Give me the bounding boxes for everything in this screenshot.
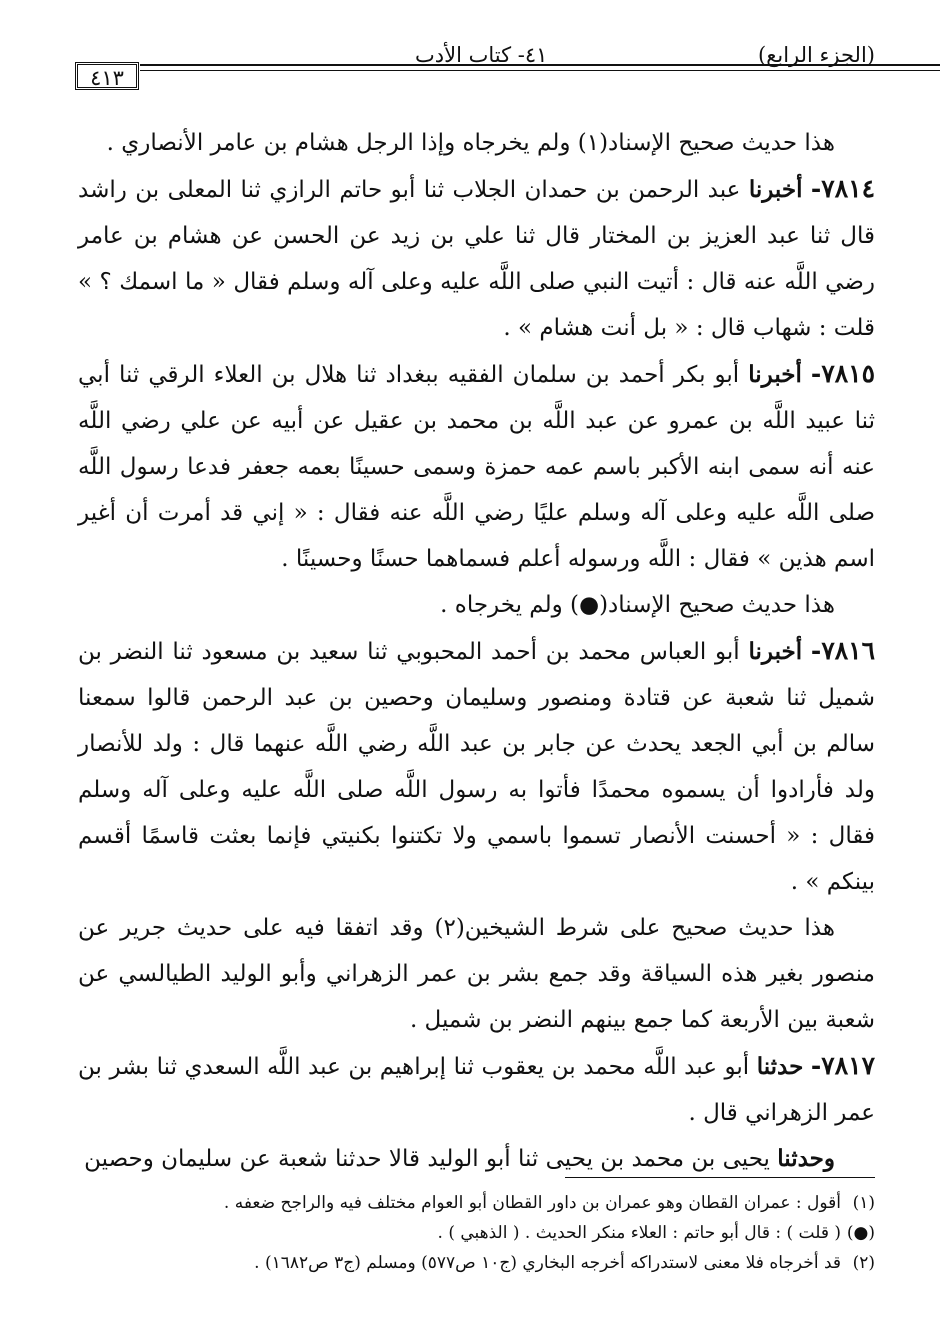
paragraph <box>78 905 875 1043</box>
hadith-lead: أخبرنا <box>748 176 803 203</box>
footnote <box>78 1248 875 1278</box>
footnote-separator <box>565 1177 875 1178</box>
hadith-entry-7816 <box>78 628 875 905</box>
paragraph <box>78 1136 875 1182</box>
hadith-lead: حدثنا <box>756 1053 804 1080</box>
hadith-entry-7815 <box>78 351 875 582</box>
running-header <box>75 40 875 74</box>
footnote-text: قد أخرجاه فلا معنى لاستدراكه أخرجه البخاري (ج١٠ ص٥٧٧) ومسلم (ج٣ ص١٦٨٢) . <box>254 1253 841 1273</box>
header-rule-thin <box>140 70 940 71</box>
header-rule <box>140 64 940 66</box>
footnote-text: أقول : عمران القطان وهو عمران بن داور القطان أبو العوام مختلف فيه والراجح ضعفه . <box>223 1193 841 1213</box>
footnote-mark: (٢) <box>852 1253 875 1273</box>
paragraph-text: هذا حديث صحيح على شرط الشيخين(٢) وقد اتفقا فيه على حديث جرير عن منصور بغير هذه السياقة وقد جمع بشر بن عمر الزهراني وأبو الوليد الطيالسي عن شعبة بين الأربعة كما جمع بينهم النضر بن شميل . <box>78 915 875 1033</box>
hadith-lead: أخبرنا <box>748 638 803 665</box>
hadith-entry-7814 <box>78 166 875 351</box>
footnote <box>78 1218 875 1248</box>
footnotes <box>78 1188 875 1278</box>
paragraph-text: يحيى بن محمد بن يحيى ثنا أبو الوليد قالا حدثنا شعبة عن سليمان وحصين <box>84 1146 770 1172</box>
paragraph-text: هذا حديث صحيح الإسناد(●) ولم يخرجاه . <box>440 592 835 618</box>
hadith-text: أبو العباس محمد بن أحمد المحبوبي ثنا سعيد بن مسعود ثنا النضر بن شميل ثنا شعبة عن قتادة ومنصور وسليمان وحصين بن عبد الرحمن قالوا سمعنا سالم بن أبي الجعد يحدث عن جابر بن عبد اللَّه رضي اللَّه عنهما قال : ولد للأنصار ولد فأرادوا أن يسموه محمدًا فأتوا به رسول اللَّه صلى اللَّه عليه وعلى آله وسلم فقال : « أحسنت الأنصار تسموا باسمي ولا تكتنوا بكنيتي فإنما بعثت قاسمًا أقسم بينكم » . <box>78 639 875 895</box>
hadith-number: ٧٨١٤- <box>810 174 876 203</box>
volume-title: (الجزء الرابع) <box>758 43 875 67</box>
page-number: ٤١٣ <box>90 66 124 90</box>
footnote-mark: (●) <box>846 1223 875 1243</box>
hadith-lead: وحدثنا <box>777 1145 835 1172</box>
paragraph <box>78 120 875 166</box>
hadith-entry-7817 <box>78 1043 875 1136</box>
hadith-text: أبو بكر أحمد بن سلمان الفقيه ببغداد ثنا هلال بن العلاء الرقي ثنا أبي ثنا عبيد اللَّه بن عمرو عن عبد اللَّه بن محمد بن عقيل عن أبيه عن علي رضي اللَّه عنه أنه سمى ابنه الأكبر باسم عمه حمزة وسمى حسينًا بعمه جعفر فدعا رسول اللَّه صلى اللَّه عليه وعلى آله وسلم عليًا رضي اللَّه عنه فقال : « إني قد أمرت أن أغير اسم هذين » فقال : اللَّه ورسوله أعلم فسماهما حسنًا وحسينًا . <box>78 362 875 572</box>
hadith-number: ٧٨١٥- <box>810 359 876 388</box>
paragraph-text: هذا حديث صحيح الإسناد(١) ولم يخرجاه وإذا الرجل هشام بن عامر الأنصاري . <box>106 130 835 156</box>
hadith-number: ٧٨١٦- <box>810 636 876 665</box>
hadith-text: عبد الرحمن بن حمدان الجلاب ثنا أبو حاتم الرازي ثنا المعلى بن راشد قال ثنا عبد العزيز بن المختار قال ثنا علي بن زيد عن الحسن عن هشام بن عامر رضي اللَّه عنه قال : أتيت النبي صلى اللَّه عليه وعلى آله وسلم فقال « ما اسمك ؟ » قلت : شهاب قال : « بل أنت هشام » . <box>78 177 875 341</box>
chapter-title: ٤١- كتاب الأدب <box>415 43 548 67</box>
hadith-number: ٧٨١٧- <box>810 1051 876 1080</box>
page-number-box <box>75 62 139 90</box>
footnote <box>78 1188 875 1218</box>
paragraph <box>78 582 875 628</box>
main-text <box>78 120 875 1182</box>
footnote-text: ( قلت ) : قال أبو حاتم : العلاء منكر الحديث . ( الذهبي ) . <box>437 1223 841 1243</box>
hadith-text: أبو عبد اللَّه محمد بن يعقوب ثنا إبراهيم بن عبد اللَّه السعدي ثنا بشر بن عمر الزهراني قال . <box>78 1054 875 1126</box>
hadith-lead: أخبرنا <box>748 361 802 388</box>
footnote-mark: (١) <box>852 1193 875 1213</box>
